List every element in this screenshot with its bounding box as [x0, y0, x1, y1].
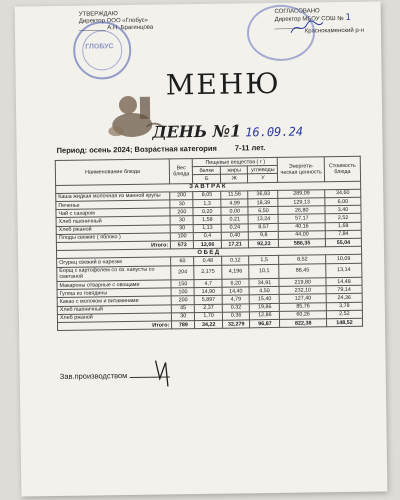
cell-energy: 8,52	[279, 255, 326, 264]
col-letter-fat: Ж	[220, 174, 248, 183]
cell-name: Борщ с картофелем со св. капусты со сметаной	[57, 266, 171, 282]
cell-weight: 60	[171, 257, 194, 266]
cell-protein: 5,897	[195, 296, 223, 305]
cell-carbs: 9,8	[249, 231, 279, 240]
cell-weight: 45	[171, 304, 194, 313]
cell-weight: 100	[171, 288, 194, 297]
col-header-weight: Вес блюда	[169, 159, 193, 184]
cell-cost: 24,36	[326, 294, 362, 303]
cell-fat: 0,21	[221, 215, 249, 224]
cell-name: Какао с молоком и витаминами	[57, 296, 171, 306]
cell-weight: 200	[171, 296, 194, 305]
col-header-name: Наименование блюда	[55, 159, 170, 185]
col-letter-carbs: У	[248, 174, 278, 183]
footer-label: Зав.производством	[59, 371, 128, 381]
cell-name: Итого:	[56, 241, 170, 251]
cell-cost: 79,14	[326, 286, 362, 295]
cell-name: Чай с сахаром	[56, 208, 170, 218]
cell-fat: 4,99	[221, 199, 249, 208]
cell-carbs: 34,91	[249, 278, 279, 287]
cell-carbs: 8,57	[249, 223, 279, 232]
approval-title: УТВЕРЖДАЮ	[78, 11, 118, 18]
cell-cost: 3,40	[325, 205, 361, 214]
cell-energy: 129,13	[278, 198, 325, 207]
period-label: Период: осень 2024; Возрастная категория	[56, 143, 217, 156]
cell-carbs: 4,50	[249, 287, 279, 296]
cell-weight: 30	[170, 216, 193, 225]
cell-cost: 13,14	[326, 263, 362, 278]
cell-weight: 150	[171, 280, 194, 289]
cell-carbs: 10,1	[249, 264, 279, 279]
cell-cost: 1,68	[325, 222, 361, 231]
cell-energy: 127,40	[280, 294, 327, 303]
menu-document	[15, 1, 388, 496]
cell-name: Хлеб ржаной	[56, 225, 170, 235]
cell-weight: 100	[170, 232, 193, 241]
handwritten-signature-icon	[149, 356, 179, 390]
cell-energy: 822,38	[280, 319, 327, 328]
day-label: ДЕНЬ №1	[152, 121, 242, 142]
cell-fat: 0,36	[222, 312, 250, 321]
cell-cost: 6,00	[325, 197, 361, 206]
cell-protein: 2,175	[194, 265, 222, 280]
cell-energy: 44,00	[279, 231, 326, 240]
cell-protein: 4,7	[194, 279, 222, 288]
cell-fat: 0,12	[222, 256, 250, 265]
cell-weight: 200	[170, 208, 193, 217]
cell-fat: 0,24	[221, 223, 249, 232]
cell-fat: 4,196	[222, 264, 250, 279]
cell-carbs: 92,23	[249, 239, 279, 248]
cell-fat: 14,40	[222, 287, 250, 296]
day-heading	[152, 121, 303, 142]
cell-energy: 26,80	[278, 206, 325, 215]
agreement-signatory: ________	[274, 23, 302, 30]
cell-energy: 586,35	[279, 239, 326, 248]
cell-carbs: 18,39	[248, 198, 278, 207]
col-header-fat: жиры	[220, 166, 248, 175]
cell-name: Хлеб пшеничный	[56, 216, 170, 226]
cell-name: Огурец свежий в нарезке	[57, 257, 171, 267]
cell-weight: 30	[170, 200, 193, 209]
col-header-nutrients: Пищевые вещества ( г )	[193, 157, 278, 166]
cell-weight: 789	[172, 321, 195, 330]
cell-fat: 32,279	[222, 320, 250, 329]
cell-protein: 0,48	[194, 257, 222, 266]
cell-weight: 573	[171, 241, 194, 250]
cell-protein: 0,20	[193, 207, 221, 216]
page-title: МЕНЮ	[165, 66, 281, 102]
cell-energy: 85,76	[280, 302, 327, 311]
col-header-energy: Энергети-ческая ценность	[278, 157, 325, 182]
cell-protein: 2,37	[195, 304, 223, 313]
cell-energy: 60,26	[280, 311, 327, 320]
cell-protein: 1,13	[194, 224, 222, 233]
cell-weight: 204	[171, 265, 194, 280]
cell-cost: 148,52	[326, 318, 362, 327]
cell-name: Печенье	[56, 200, 170, 210]
period-line	[57, 143, 266, 155]
cell-protein: 1,58	[194, 216, 222, 225]
cell-protein: 12,66	[194, 240, 222, 249]
cell-name: Плоды свежие ( яблоко )	[56, 233, 170, 243]
cell-fat: 4,79	[222, 295, 250, 304]
cell-name: Хлеб пшеничный	[57, 305, 171, 315]
agreement-position: Директор МБОУ СОШ №	[274, 15, 346, 23]
approval-position: Директор ООО «Глобус»	[78, 17, 149, 25]
cell-cost: 3,78	[326, 302, 362, 311]
agreement-title: СОГЛАСОВАНО	[274, 8, 320, 15]
section-breakfast: ЗАВТРАК	[56, 181, 361, 193]
cell-cost: 7,84	[325, 230, 361, 239]
cell-fat: 0,40	[221, 232, 249, 241]
cell-carbs: 36,93	[248, 190, 278, 199]
agreement-school-number: 1	[345, 12, 351, 23]
cell-carbs: 6,50	[248, 207, 278, 216]
day-date: 16.09.24	[245, 124, 304, 140]
cell-protein: 1,3	[193, 199, 221, 208]
cell-cost: 55,04	[325, 238, 361, 247]
cell-energy: 289,09	[278, 190, 325, 199]
cell-cost: 14,48	[326, 277, 362, 286]
cell-fat: 0,00	[221, 207, 249, 216]
cell-protein: 8,05	[193, 191, 221, 200]
cell-cost: 2,52	[326, 310, 362, 319]
cell-energy: 88,45	[279, 263, 326, 278]
agreement-signature-icon	[289, 18, 325, 37]
cell-weight: 200	[170, 191, 193, 200]
cell-carbs: 96,87	[250, 319, 280, 328]
cell-cost: 2,52	[325, 214, 361, 223]
menu-table	[55, 156, 363, 332]
cell-fat: 6,20	[222, 279, 250, 288]
cell-fat: 0,32	[222, 303, 250, 312]
cell-carbs: 15,40	[250, 295, 280, 304]
cell-fat: 11,56	[221, 191, 249, 200]
cell-name: Макароны отварные с овощами	[57, 280, 171, 290]
cell-cost: 34,60	[325, 189, 361, 198]
agreement-district: Краснокаменский р-н	[304, 27, 365, 35]
age-category: 7-11 лет.	[234, 143, 266, 153]
cell-energy: 219,80	[279, 278, 326, 287]
stamp-text: ГЛОБУС	[85, 43, 114, 51]
cell-cost: 10,09	[326, 255, 362, 264]
cell-protein: 0,4	[194, 232, 222, 241]
cell-name: Гуляш из говядины	[57, 288, 171, 298]
col-letter-protein: Б	[193, 175, 221, 184]
cell-carbs: 19,86	[250, 303, 280, 312]
cell-protein: 1,70	[195, 312, 223, 321]
section-lunch: ОБЕД	[57, 246, 362, 258]
col-header-carbs: углеводы	[248, 166, 278, 175]
cell-weight: 30	[170, 224, 193, 233]
cell-energy: 40,16	[279, 222, 326, 231]
cell-name: Итого:	[58, 321, 172, 331]
cell-name: Каша жидкая молочная из манной крупы	[56, 192, 170, 202]
cell-energy: 232,10	[280, 286, 327, 295]
cell-carbs: 12,86	[250, 311, 280, 320]
cell-fat: 17,21	[221, 240, 249, 249]
cell-energy: 57,17	[278, 214, 325, 223]
cell-protein: 34,22	[195, 320, 223, 329]
cell-weight: 30	[172, 312, 195, 321]
approval-signatory: ________ А.Н. Брагинцова	[78, 24, 154, 32]
cell-carbs: 1,5	[249, 256, 279, 265]
col-header-cost: Стоимость блюда	[324, 156, 360, 181]
col-header-protein: белки	[193, 166, 221, 175]
cell-carbs: 13,24	[248, 215, 278, 224]
cell-name: Хлеб ржаной	[57, 313, 171, 323]
cell-protein: 14,90	[195, 287, 223, 296]
